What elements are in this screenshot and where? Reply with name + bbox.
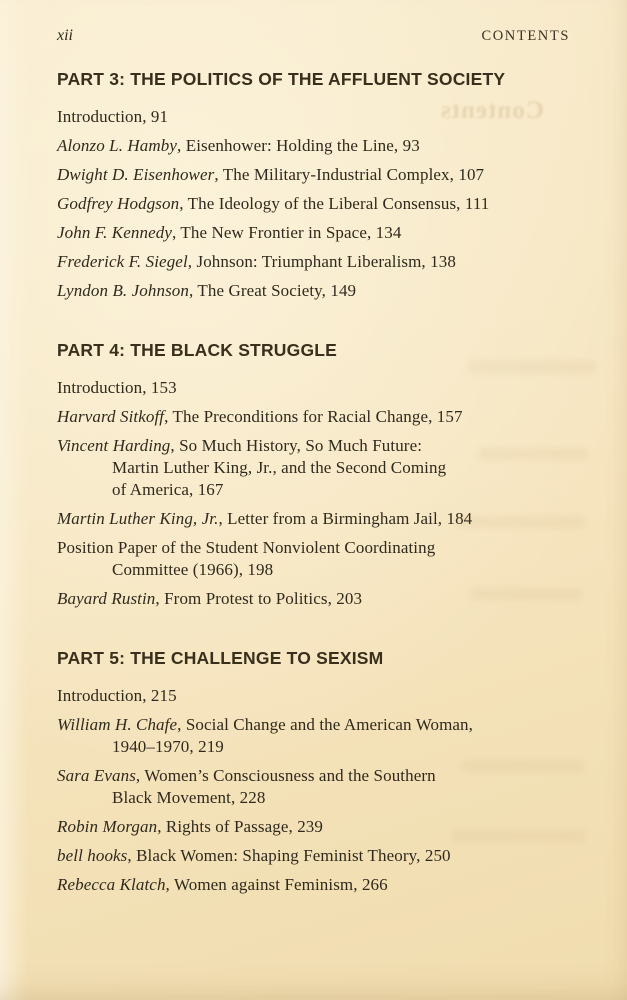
toc-entry <box>57 222 570 244</box>
toc-entry <box>57 845 570 867</box>
entry-continuation-line: Black Movement, 228 <box>112 788 266 807</box>
toc-entry <box>57 588 570 610</box>
entry-continuation-line: 1940–1970, 219 <box>112 737 224 756</box>
page-header <box>57 27 570 45</box>
entry-author: Alonzo L. Hamby <box>57 136 178 155</box>
toc-entry <box>57 714 570 758</box>
entry-author: Godfrey Hodgson <box>57 194 180 213</box>
entry-first-line: Position Paper of the Student Nonviolent Coordinating <box>57 538 436 557</box>
entry-first-line: Godfrey Hodgson, The Ideology of the Liberal Consensus, 111 <box>57 194 490 213</box>
entry-first-line: John F. Kennedy, The New Frontier in Space, 134 <box>57 223 402 242</box>
entry-author: Robin Morgan <box>57 817 158 836</box>
page-number-folio: xii <box>57 27 73 44</box>
entry-author: Bayard Rustin <box>57 589 156 608</box>
entry-author: Dwight D. Eisenhower <box>57 165 215 184</box>
entry-first-line: Harvard Sitkoff, The Preconditions for Racial Change, 157 <box>57 407 463 426</box>
toc-entry <box>57 106 570 128</box>
entry-first-line: Introduction, 91 <box>57 107 169 126</box>
entry-first-line: Bayard Rustin, From Protest to Politics, 203 <box>57 589 363 608</box>
entry-author: William H. Chafe <box>57 715 178 734</box>
entry-first-line: Martin Luther King, Jr., Letter from a Birmingham Jail, 184 <box>57 509 473 528</box>
table-of-contents <box>57 69 570 896</box>
entry-continuation-line: Committee (1966), 198 <box>112 560 274 579</box>
toc-entry <box>57 537 570 581</box>
entry-first-line: Dwight D. Eisenhower, The Military-Industrial Complex, 107 <box>57 165 485 184</box>
entry-first-line: William H. Chafe, Social Change and the American Woman, <box>57 715 474 734</box>
toc-entry <box>57 816 570 838</box>
toc-entry <box>57 164 570 186</box>
toc-entry <box>57 508 570 530</box>
entry-first-line: Sara Evans, Women’s Consciousness and the Southern <box>57 766 436 785</box>
toc-entry <box>57 251 570 273</box>
toc-entry <box>57 435 570 501</box>
toc-section <box>57 69 570 302</box>
entry-continuation-line: Martin Luther King, Jr., and the Second Coming <box>112 458 447 477</box>
toc-entry <box>57 377 570 399</box>
entry-first-line: Alonzo L. Hamby, Eisenhower: Holding the Line, 93 <box>57 136 420 155</box>
entry-author: Rebecca Klatch <box>57 875 166 894</box>
toc-section <box>57 648 570 896</box>
entry-continuation-line: of America, 167 <box>112 480 224 499</box>
entry-author: bell hooks <box>57 846 128 865</box>
part-heading: PART 4: THE BLACK STRUGGLE <box>57 340 338 360</box>
toc-section <box>57 340 570 610</box>
entry-author: Lyndon B. Johnson <box>57 281 189 300</box>
entry-author: Frederick F. Siegel <box>57 252 188 271</box>
entry-first-line: Introduction, 153 <box>57 378 177 397</box>
entry-author: Harvard Sitkoff <box>57 407 165 426</box>
toc-entry <box>57 685 570 707</box>
toc-entry <box>57 406 570 428</box>
entry-first-line: Rebecca Klatch, Women against Feminism, 266 <box>57 875 388 894</box>
entry-first-line: Lyndon B. Johnson, The Great Society, 149 <box>57 281 357 300</box>
toc-entry <box>57 765 570 809</box>
entry-author: Vincent Harding <box>57 436 171 455</box>
entry-author: John F. Kennedy <box>57 223 172 242</box>
entry-first-line: bell hooks, Black Women: Shaping Feminist Theory, 250 <box>57 846 451 865</box>
entry-author: Sara Evans <box>57 766 136 785</box>
toc-entry <box>57 874 570 896</box>
part-heading: PART 3: THE POLITICS OF THE AFFLUENT SOCIETY <box>57 69 506 89</box>
toc-entry <box>57 280 570 302</box>
toc-entry <box>57 135 570 157</box>
bleed-through-text: Contents <box>440 97 544 124</box>
entry-first-line: Vincent Harding, So Much History, So Much Future: <box>57 436 423 455</box>
entry-first-line: Introduction, 215 <box>57 686 177 705</box>
toc-entry <box>57 193 570 215</box>
entry-author: Martin Luther King, Jr. <box>57 509 219 528</box>
entry-first-line: Frederick F. Siegel, Johnson: Triumphant Liberalism, 138 <box>57 252 456 271</box>
running-head: CONTENTS <box>481 28 570 44</box>
entry-first-line: Robin Morgan, Rights of Passage, 239 <box>57 817 324 836</box>
part-heading: PART 5: THE CHALLENGE TO SEXISM <box>57 648 384 668</box>
